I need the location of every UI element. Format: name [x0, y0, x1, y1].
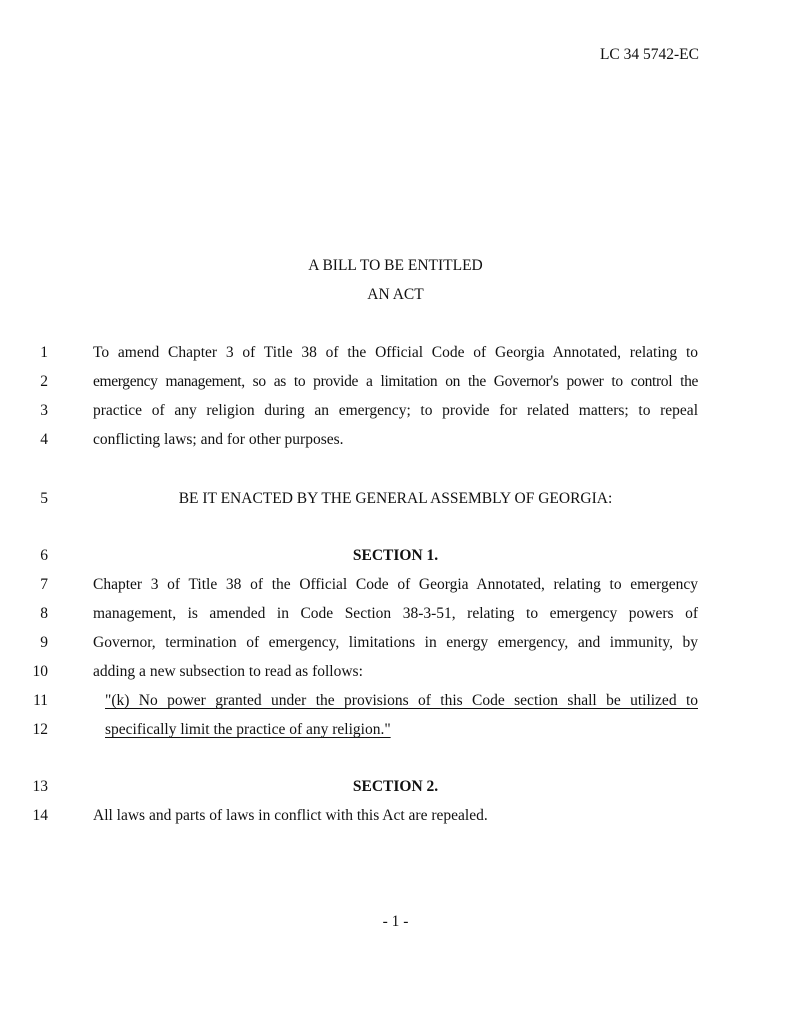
- enacting-clause: BE IT ENACTED BY THE GENERAL ASSEMBLY OF GEORGIA:: [178, 490, 613, 507]
- line-number: 8: [40, 605, 48, 622]
- document-id: LC 34 5742-EC: [599, 46, 699, 63]
- line-number: 7: [40, 576, 48, 593]
- line-number: 14: [32, 807, 48, 824]
- line-number: 1: [40, 344, 48, 361]
- inserted-text-content: "(k) No power granted under the provisions of this Code section shall be utilized to: [105, 692, 698, 709]
- line-number: 9: [40, 634, 48, 651]
- document-line: [0, 807, 791, 827]
- document-line: [0, 547, 791, 567]
- line-text: practice of any religion during an emergency; to provide for related matters; to repeal: [93, 402, 698, 419]
- line-text: Governor, termination of emergency, limitations in energy emergency, and immunity, by: [93, 634, 698, 651]
- line-text: conflicting laws; and for other purposes.: [93, 431, 344, 448]
- line-text: All laws and parts of laws in conflict with this Act are repealed.: [93, 807, 488, 824]
- document-line: [0, 344, 791, 364]
- document-line: [0, 605, 791, 625]
- line-number: 3: [40, 402, 48, 419]
- line-text: adding a new subsection to read as follows:: [93, 663, 363, 680]
- line-number: 6: [40, 547, 48, 564]
- document-line: [0, 778, 791, 798]
- line-number: 11: [33, 692, 48, 709]
- line-text: Chapter 3 of Title 38 of the Official Code of Georgia Annotated, relating to emergency: [93, 576, 698, 593]
- inserted-text: [105, 692, 698, 710]
- act-title: AN ACT: [367, 286, 424, 303]
- document-line: [0, 721, 791, 741]
- line-number: 13: [32, 778, 48, 795]
- line-text: management, is amended in Code Section 38-3-51, relating to emergency powers of: [93, 605, 698, 622]
- line-text: emergency management, so as to provide a limitation on the Governor's power to control the: [93, 373, 698, 390]
- section-heading: SECTION 2.: [352, 778, 439, 795]
- line-number: 10: [32, 663, 48, 680]
- document-line: [0, 576, 791, 596]
- line-number: 12: [32, 721, 48, 738]
- line-number: 4: [40, 431, 48, 448]
- document-line: [0, 402, 791, 422]
- section-heading: SECTION 1.: [352, 547, 439, 564]
- bill-title: A BILL TO BE ENTITLED: [308, 257, 483, 274]
- inserted-text-content: specifically limit the practice of any religion.": [105, 721, 391, 738]
- document-line: [0, 373, 791, 393]
- line-text: To amend Chapter 3 of Title 38 of the Official Code of Georgia Annotated, relating to: [93, 344, 698, 361]
- document-line: [0, 490, 791, 510]
- document-line: [0, 663, 791, 683]
- line-number: 2: [40, 373, 48, 390]
- line-number: 5: [40, 490, 48, 507]
- page-number: - 1 -: [382, 913, 409, 930]
- document-line: [0, 692, 791, 712]
- document-line: [0, 431, 791, 451]
- inserted-text: [105, 721, 698, 739]
- document-line: [0, 634, 791, 654]
